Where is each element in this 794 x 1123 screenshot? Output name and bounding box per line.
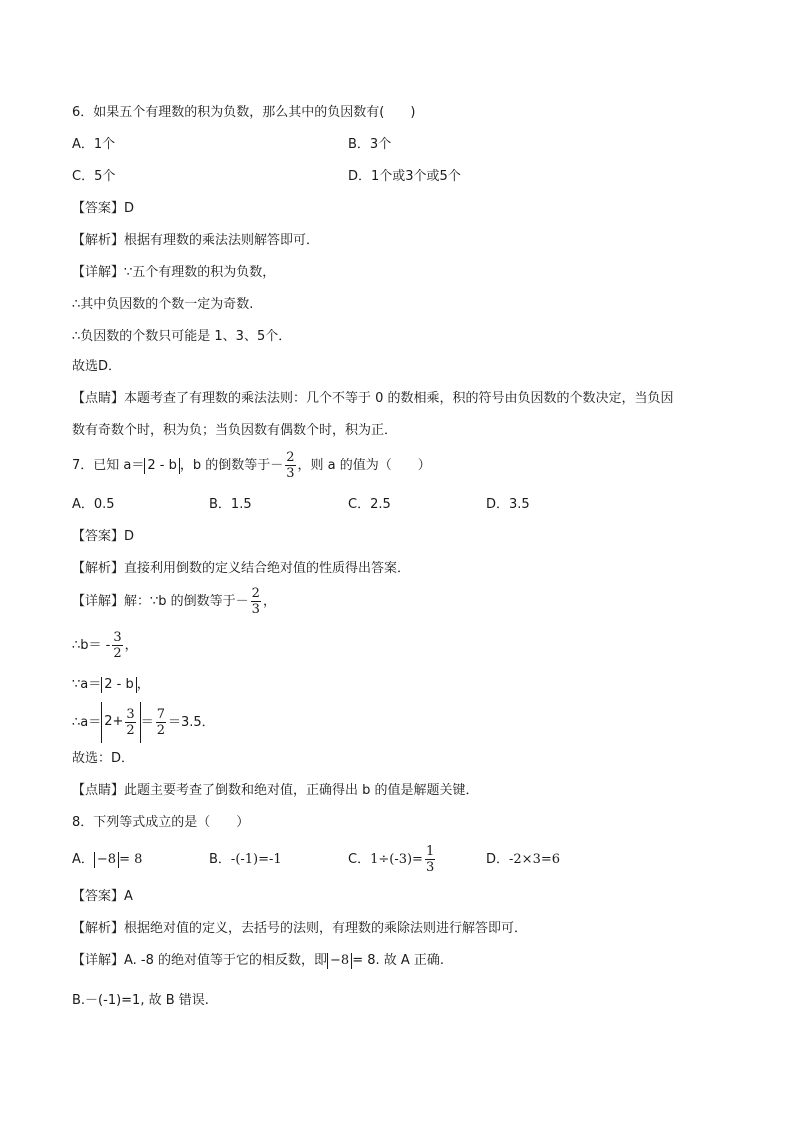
q7-detail1-text-b: ，	[262, 594, 276, 609]
q6-option-c: C．5个	[72, 169, 116, 184]
q8-option-a-rest: = 8	[119, 852, 143, 867]
q7-detail-1	[72, 584, 276, 620]
q7-detail4-abs	[101, 702, 140, 743]
q6-detail-3: ∴负因数的个数只可能是 1、3、5个．	[72, 329, 292, 344]
q7-detail4-fraction-1	[125, 707, 135, 738]
q8-detail-1	[72, 952, 444, 970]
q7-detail-4	[72, 702, 215, 743]
q8-detail-2: B.－(-1)=1, 故 B 错误.	[72, 993, 209, 1008]
q7-detail2-text-b: ，	[124, 638, 138, 653]
q7-stem-abs	[144, 458, 179, 474]
q6-option-a: A．1个	[72, 137, 116, 152]
q6-stem: 6．如果五个有理数的积为负数，那么其中的负因数有( )	[72, 105, 416, 120]
q8-option-d-label: D．	[486, 852, 510, 867]
q8-stem: 8．下列等式成立的是（ ）	[72, 815, 250, 830]
q8-option-b-label: B．	[209, 852, 231, 867]
q8-option-b	[209, 842, 282, 878]
q7-detail2-fraction	[112, 630, 122, 661]
q7-detail2-text: ∴b＝ -	[72, 638, 111, 653]
q7-stem-text-b: ，b 的倒数等于－	[179, 458, 284, 473]
q8-option-d-math: -2×3=6	[509, 852, 561, 867]
q8-option-b-math: -(-1)=-1	[230, 852, 282, 867]
q6-option-d: D．1个或3个或5个	[348, 169, 461, 184]
q8-option-a	[72, 842, 142, 878]
q7-detail4-abs-text: 2+	[104, 714, 124, 729]
q7-option-c: C．2.5	[348, 497, 391, 512]
q7-detail3-abs-text: 2 - b	[104, 677, 134, 692]
q8-option-a-abs-text: −8	[96, 852, 117, 867]
q7-stem-text-a: 7．已知 a＝	[72, 458, 145, 473]
q8-detail-abs	[327, 953, 352, 969]
q7-stem-text-c: ，则 a 的值为（ ）	[297, 458, 431, 473]
q7-detail3-text-b: ，	[136, 677, 150, 692]
q6-detail-1: 【详解】∵五个有理数的积为负数，	[72, 265, 276, 280]
q8-detail-text-b: = 8. 故 A 正确.	[352, 953, 445, 968]
q7-detail2-numerator: 3	[113, 630, 122, 645]
q8-detail-text-a: 【详解】A. -8 的绝对值等于它的相反数，即	[72, 953, 328, 968]
q8-option-c-fraction	[425, 844, 435, 875]
q8-option-c-math: 1÷(-3)=	[370, 852, 423, 867]
q7-stem	[72, 448, 431, 484]
q7-detail4-text-b: ＝3.5．	[168, 714, 215, 730]
q7-detail1-numerator: 2	[251, 586, 260, 601]
q8-option-c-denominator: 3	[425, 860, 435, 875]
q7-stem-fraction	[285, 450, 295, 481]
q7-detail4-text: ∴a＝	[72, 714, 102, 730]
q8-option-a-label: A．	[72, 852, 94, 867]
q7-detail3-text: ∵a＝	[72, 677, 102, 692]
q7-detail1-text: 【详解】解：∵b 的倒数等于－	[72, 594, 249, 609]
q7-option-a: A．0.5	[72, 497, 115, 512]
q7-detail4-numerator-1: 3	[126, 706, 135, 722]
q7-detail4-denominator-2: 2	[156, 722, 165, 738]
q8-option-c-label: C．	[348, 852, 371, 867]
q7-detail4-denominator-1: 2	[126, 722, 135, 738]
q8-option-c	[348, 842, 437, 878]
q7-analysis: 【解析】直接利用倒数的定义结合绝对值的性质得出答案．	[72, 561, 411, 576]
q7-comment: 【点睛】此题主要考查了倒数和绝对值，正确得出 b 的值是解题关键．	[72, 783, 479, 798]
q7-answer: 【答案】D	[72, 529, 135, 544]
q6-comment-1: 【点睛】本题考查了有理数的乘法法则：几个不等于 0 的数相乘，积的符号由负因数的个数决定，当负因	[72, 391, 674, 406]
q7-option-d: D．3.5	[486, 497, 530, 512]
q7-stem-abs-text: 2 - b	[147, 458, 177, 473]
q7-stem-denominator: 3	[286, 466, 295, 481]
q7-detail1-fraction	[251, 586, 261, 617]
q7-detail3-abs	[101, 677, 136, 693]
q8-option-d	[486, 842, 560, 878]
q7-detail-2	[72, 628, 138, 664]
q8-detail-abs-text: −8	[330, 953, 350, 968]
q6-detail-4: 故选D．	[72, 359, 122, 374]
q7-option-b: B．1.5	[209, 497, 252, 512]
q7-choose: 故选：D．	[72, 751, 135, 766]
q7-stem-numerator: 2	[286, 450, 295, 465]
q6-answer: 【答案】D	[72, 201, 135, 216]
q6-analysis: 【解析】根据有理数的乘法法则解答即可．	[72, 233, 320, 248]
q6-option-b: B．3个	[348, 137, 392, 152]
q6-detail-2: ∴其中负因数的个数一定为奇数.	[72, 297, 254, 312]
q8-analysis: 【解析】根据绝对值的定义，去括号的法则，有理数的乘除法则进行解答即可．	[72, 921, 528, 936]
q7-detail2-denominator: 2	[113, 646, 122, 661]
q8-option-a-abs	[94, 852, 119, 868]
q7-detail4-fraction-2	[156, 707, 166, 738]
q7-detail4-equals: ＝	[140, 714, 154, 730]
q7-detail4-numerator-2: 7	[156, 706, 165, 722]
q7-detail1-denominator: 3	[251, 602, 260, 617]
q7-detail-3	[72, 676, 150, 694]
q8-option-c-numerator: 1	[425, 844, 435, 859]
q6-comment-2: 数有奇数个时，积为负；当负因数有偶数个时，积为正．	[72, 423, 398, 438]
q8-answer: 【答案】A	[72, 889, 133, 904]
